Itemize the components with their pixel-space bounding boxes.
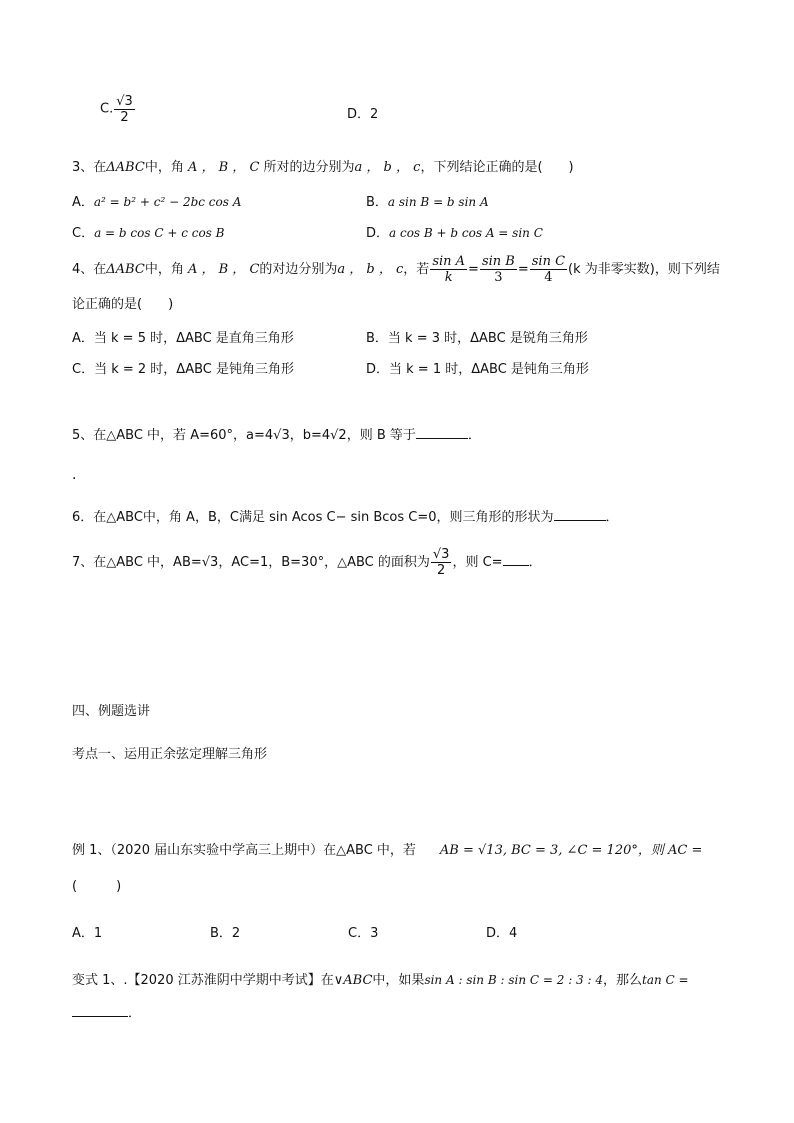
variant-1-answer-line	[72, 1002, 141, 1023]
q4-equals-2: =	[517, 262, 529, 277]
q4-fraction-1	[430, 254, 467, 285]
q7-fraction-numerator: √3	[432, 547, 450, 562]
section-heading: 四、例题选讲	[72, 704, 151, 719]
q3-stem-pre: 3、在	[72, 160, 107, 175]
q2-option-c-prefix: C.	[100, 101, 114, 117]
q5-text-mid: ，b=4	[289, 428, 331, 443]
q7-sqrt: √3	[201, 555, 219, 570]
q4-option-c: C．当 k = 2 时，ΔABC 是钝角三角形	[72, 362, 294, 377]
q4-fraction-1-denominator: k	[444, 270, 453, 285]
q3-option-b-label: B．	[366, 195, 388, 210]
q4-fraction-2-denominator: 3	[494, 270, 503, 285]
q7-end: ．	[528, 555, 542, 570]
q4-stem-if: ，若	[403, 262, 430, 277]
q7-fraction-denominator: 2	[437, 563, 446, 578]
q6-question	[72, 506, 619, 527]
q2-option-c-fraction	[114, 94, 135, 125]
q5-stray-dot: .	[72, 467, 77, 483]
q4-fraction-3	[530, 254, 567, 285]
q3-option-b	[366, 193, 489, 212]
q7-question	[72, 546, 542, 580]
q3-option-c	[72, 224, 224, 243]
q3-option-d-expr: a cos B + b cos A = sin C	[389, 226, 543, 240]
variant-1-text-mid: 中，如果	[372, 973, 425, 988]
q4-stem-sides-pre: 的对边分别为	[259, 262, 338, 277]
q5-sqrt-1: √3	[273, 428, 290, 443]
q5-text-post: ，则 B 等于	[346, 428, 416, 443]
q3-triangle: ΔABC	[106, 160, 145, 175]
q7-answer-blank[interactable]	[503, 551, 529, 566]
variant-1-end: ．	[128, 1006, 142, 1021]
example-1-option-d: D．4	[486, 926, 518, 941]
q6-end: ．	[605, 510, 619, 525]
topic-heading: 考点一、运用正余弦定理解三角形	[72, 747, 268, 762]
q3-option-c-label: C．	[72, 226, 95, 241]
variant-1-text-post: ，那么	[603, 973, 643, 988]
q3-stem-rest: 所对的边分别为	[263, 160, 355, 175]
variant-1-expression: sin A : sin B : sin C = 2 : 3 : 4	[424, 973, 603, 987]
q3-stem-mid: 中，角	[144, 160, 184, 175]
q4-fraction-3-denominator: 4	[544, 270, 553, 285]
example-1-option-c: C．3	[348, 926, 379, 941]
q4-fraction-2	[480, 254, 517, 285]
q5-answer-blank[interactable]	[416, 424, 468, 439]
q6-answer-blank[interactable]	[554, 506, 606, 521]
q7-text-post: ，则 C=	[452, 555, 503, 570]
q4-stem-line2: 论正确的是( )	[72, 297, 174, 312]
q2-option-c-denominator: 2	[120, 110, 129, 125]
q4-stem	[72, 253, 720, 287]
q4-fraction-3-numerator: sin C	[531, 254, 566, 269]
q4-option-b: B．当 k = 3 时，ΔABC 是锐角三角形	[366, 331, 588, 346]
q5-question	[72, 424, 481, 445]
q3-option-d-label: D．	[366, 226, 390, 241]
q6-text: 6．在△ABC中，角 A，B，C满足 sin Acos C− sin Bcos C=0，则三角形的形状为	[72, 510, 554, 525]
q3-option-c-expr: a = b cos C + c cos B	[94, 226, 225, 240]
q3-stem	[72, 159, 574, 177]
q4-fraction-1-numerator: sin A	[432, 254, 466, 269]
q4-fraction-2-numerator: sin B	[481, 254, 515, 269]
q3-angles: A ， B ， C	[187, 160, 260, 175]
example-1-expression: AB = √13, BC = 3, ∠C = 120°，则 AC =	[439, 843, 703, 858]
q4-stem-pre: 4、在	[72, 262, 107, 277]
q3-stem-end: ，下列结论正确的是( )	[420, 160, 574, 175]
q7-text-mid: ，AC=1，B=30°，△ABC 的面积为	[218, 555, 430, 570]
q7-fraction	[431, 547, 452, 578]
q4-triangle: ΔABC	[106, 262, 145, 277]
q5-text-pre: 5、在△ABC 中，若 A=60°，a=4	[72, 428, 274, 443]
q5-sqrt-2: √2	[330, 428, 347, 443]
q3-option-d	[366, 224, 543, 243]
q3-option-b-expr: a sin B = b sin A	[387, 195, 489, 209]
q3-option-a-label: A．	[72, 195, 94, 210]
q4-stem-mid: 中，角	[144, 262, 184, 277]
q3-option-a	[72, 193, 241, 212]
variant-1-answer-blank[interactable]	[72, 1002, 128, 1017]
q3-sides: a ， b ， c	[354, 160, 421, 175]
variant-1-triangle: ∨ABC	[333, 973, 373, 988]
q4-equals-1: =	[468, 262, 479, 277]
example-1-text-pre: 例 1、（2020 届山东实验中学高三上期中）在△ABC 中，若	[72, 843, 416, 858]
q4-option-a: A．当 k = 5 时，ΔABC 是直角三角形	[72, 331, 294, 346]
example-1-option-a: A．1	[72, 926, 103, 941]
q7-text-pre: 7、在△ABC 中，AB=	[72, 555, 202, 570]
q5-end: ．	[467, 428, 481, 443]
variant-1-text-pre: 变式 1、.【2020 江苏淮阴中学期中考试】在	[72, 973, 334, 988]
example-1-stem-line2: ( )	[72, 879, 122, 894]
q4-sides: a ， b ， c	[337, 262, 404, 277]
q4-angles: A ， B ， C	[187, 262, 260, 277]
variant-1-stem	[72, 971, 689, 990]
q4-option-d: D．当 k = 1 时，ΔABC 是钝角三角形	[366, 362, 589, 377]
example-1-option-b: B．2	[210, 926, 241, 941]
example-1-stem	[72, 842, 702, 860]
q2-option-c	[100, 94, 136, 125]
q2-option-c-numerator: √3	[116, 94, 133, 109]
q4-condition: (k 为非零实数)，则下列结	[568, 262, 720, 277]
variant-1-ask: tan C =	[642, 973, 689, 987]
q2-option-d: D．2	[347, 107, 379, 122]
q3-option-a-expr: a² = b² + c² − 2bc cos A	[93, 195, 242, 209]
